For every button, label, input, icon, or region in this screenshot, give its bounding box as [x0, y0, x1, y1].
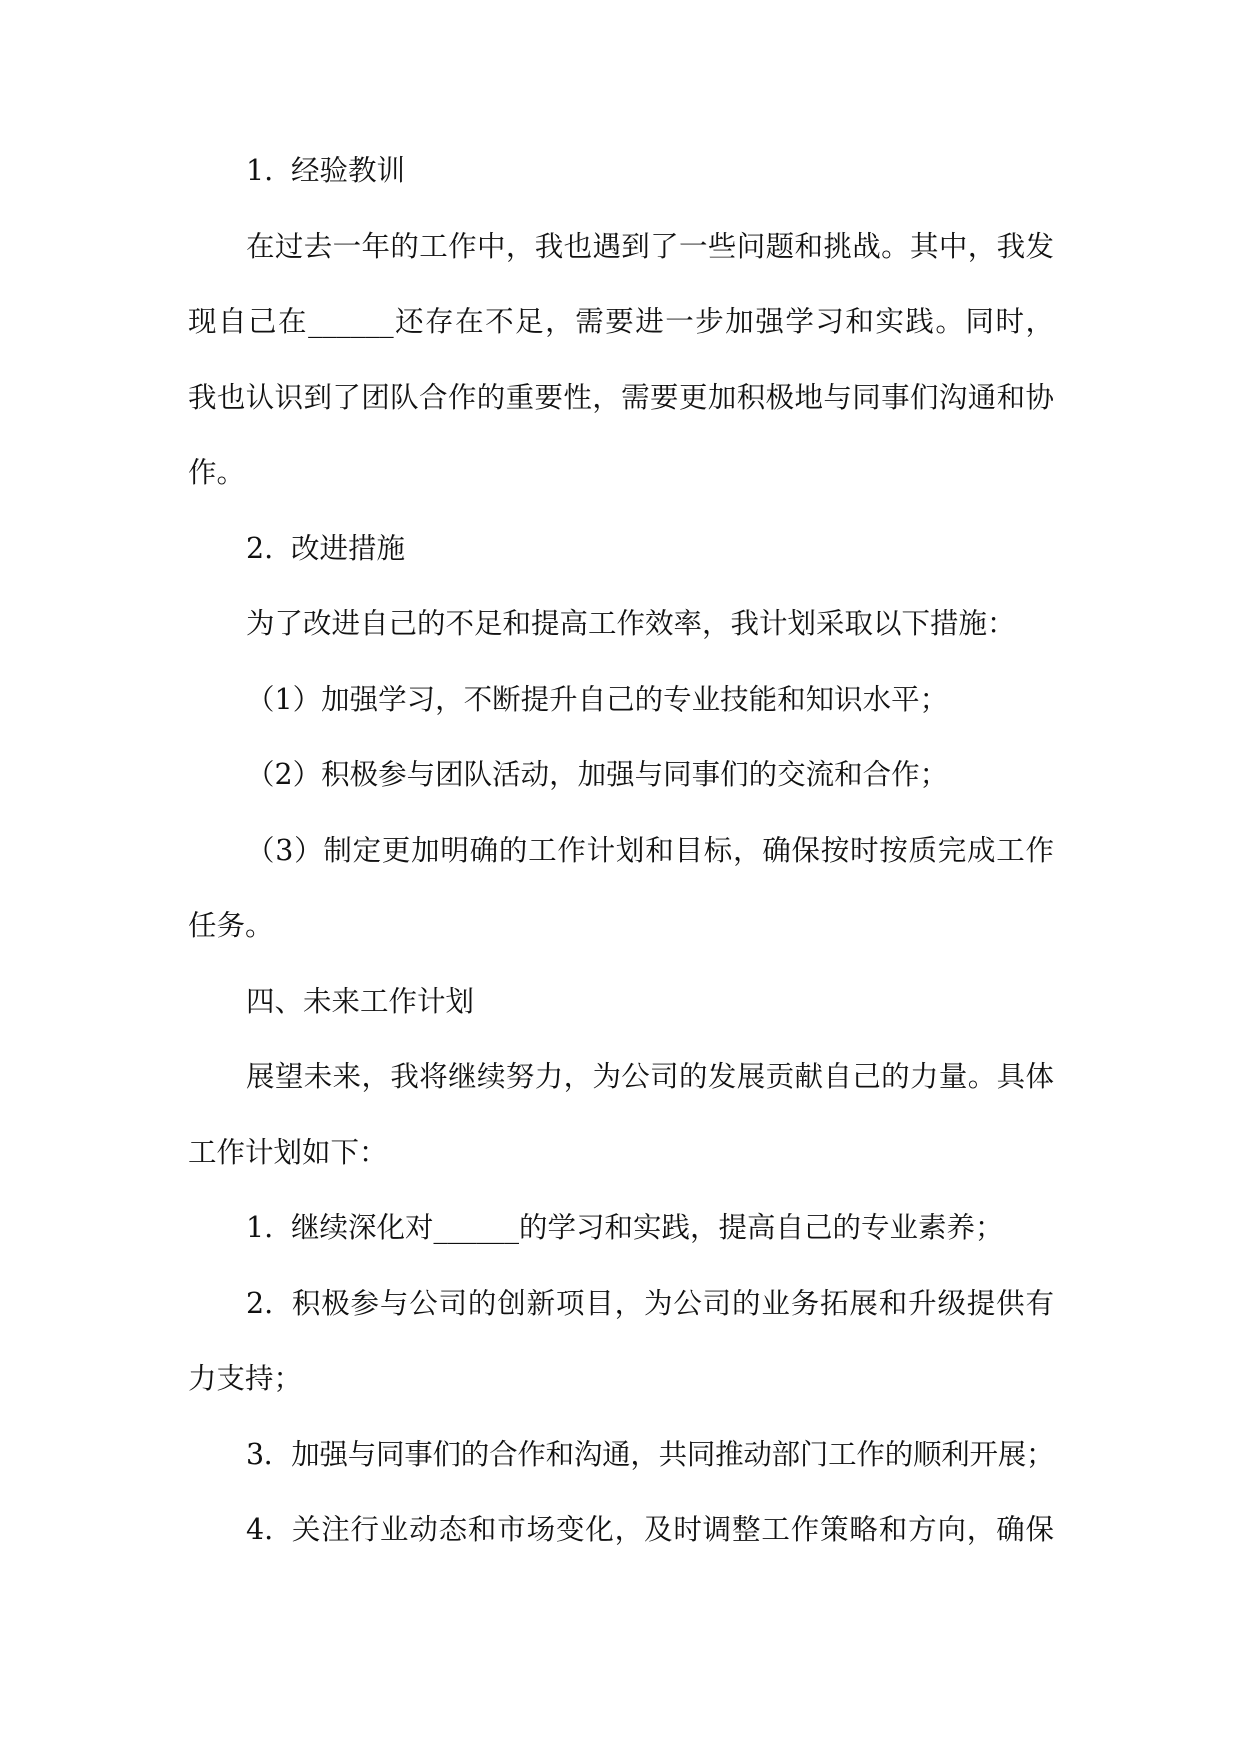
paragraph-lessons-line: 在过去一年的工作中，我也遇到了一些问题和挑战。其中，我发: [246, 229, 1054, 263]
plan-item-text: 关注行业动态和市场变化，及时调整工作策略和方向，确保: [291, 1513, 1054, 1546]
paragraph-improvements-intro: 为了改进自己的不足和提高工作效率，我计划采取以下措施：: [246, 607, 1016, 640]
paragraph-future-plan-line: 工作计划如下：: [188, 1135, 388, 1169]
plan-item-number: 3.: [246, 1437, 273, 1471]
paragraph-future-plan-line: 展望未来，我将继续努力，为公司的发展贡献自己的力量。具体: [246, 1060, 1054, 1093]
section-heading-improvements: [188, 511, 1054, 587]
document-body: [188, 133, 1054, 1568]
plan-item-2-continued: 力支持；: [188, 1362, 303, 1395]
plan-item-text: 积极参与公司的创新项目，为公司的业务拓展和升级提供有: [291, 1286, 1054, 1320]
paragraph-lessons-line: 我也认识到了团队合作的重要性，需要更加积极地与同事们沟通和协: [188, 380, 1054, 414]
paragraph-lessons-line: 现自己在______还存在不足，需要进一步加强学习和实践。同时，: [188, 305, 1054, 338]
section-heading-lessons: [188, 133, 1054, 209]
plan-item-text: 加强与同事们的合作和沟通，共同推动部门工作的顺利开展；: [291, 1437, 1054, 1471]
section-title: 经验教训: [291, 154, 406, 187]
measure-item-3-continued: 任务。: [188, 909, 274, 942]
plan-item-2: [188, 1266, 1054, 1342]
plan-item-4: [188, 1492, 1054, 1568]
plan-item-number: 2.: [246, 1286, 274, 1320]
measure-item-2: （2）积极参与团队活动，加强与同事们的交流和合作；: [246, 758, 949, 791]
plan-item-3: [188, 1417, 1054, 1493]
plan-item-text: 继续深化对______的学习和实践，提高自己的专业素养；: [291, 1211, 1004, 1244]
measure-item-3: （3）制定更加明确的工作计划和目标，确保按时按质完成工作: [246, 833, 1054, 867]
paragraph-lessons-line: 作。: [188, 456, 246, 489]
section-number: 2.: [246, 531, 274, 565]
plan-item-number: 1.: [246, 1211, 274, 1244]
section-title: 改进措施: [291, 531, 406, 565]
measure-item-1: （1）加强学习，不断提升自己的专业技能和知识水平；: [246, 682, 949, 716]
chapter-heading-future-plan: 四、未来工作计划: [246, 984, 475, 1018]
section-number: 1.: [246, 154, 274, 187]
plan-item-number: 4.: [246, 1513, 274, 1546]
plan-item-1: [188, 1190, 1054, 1266]
